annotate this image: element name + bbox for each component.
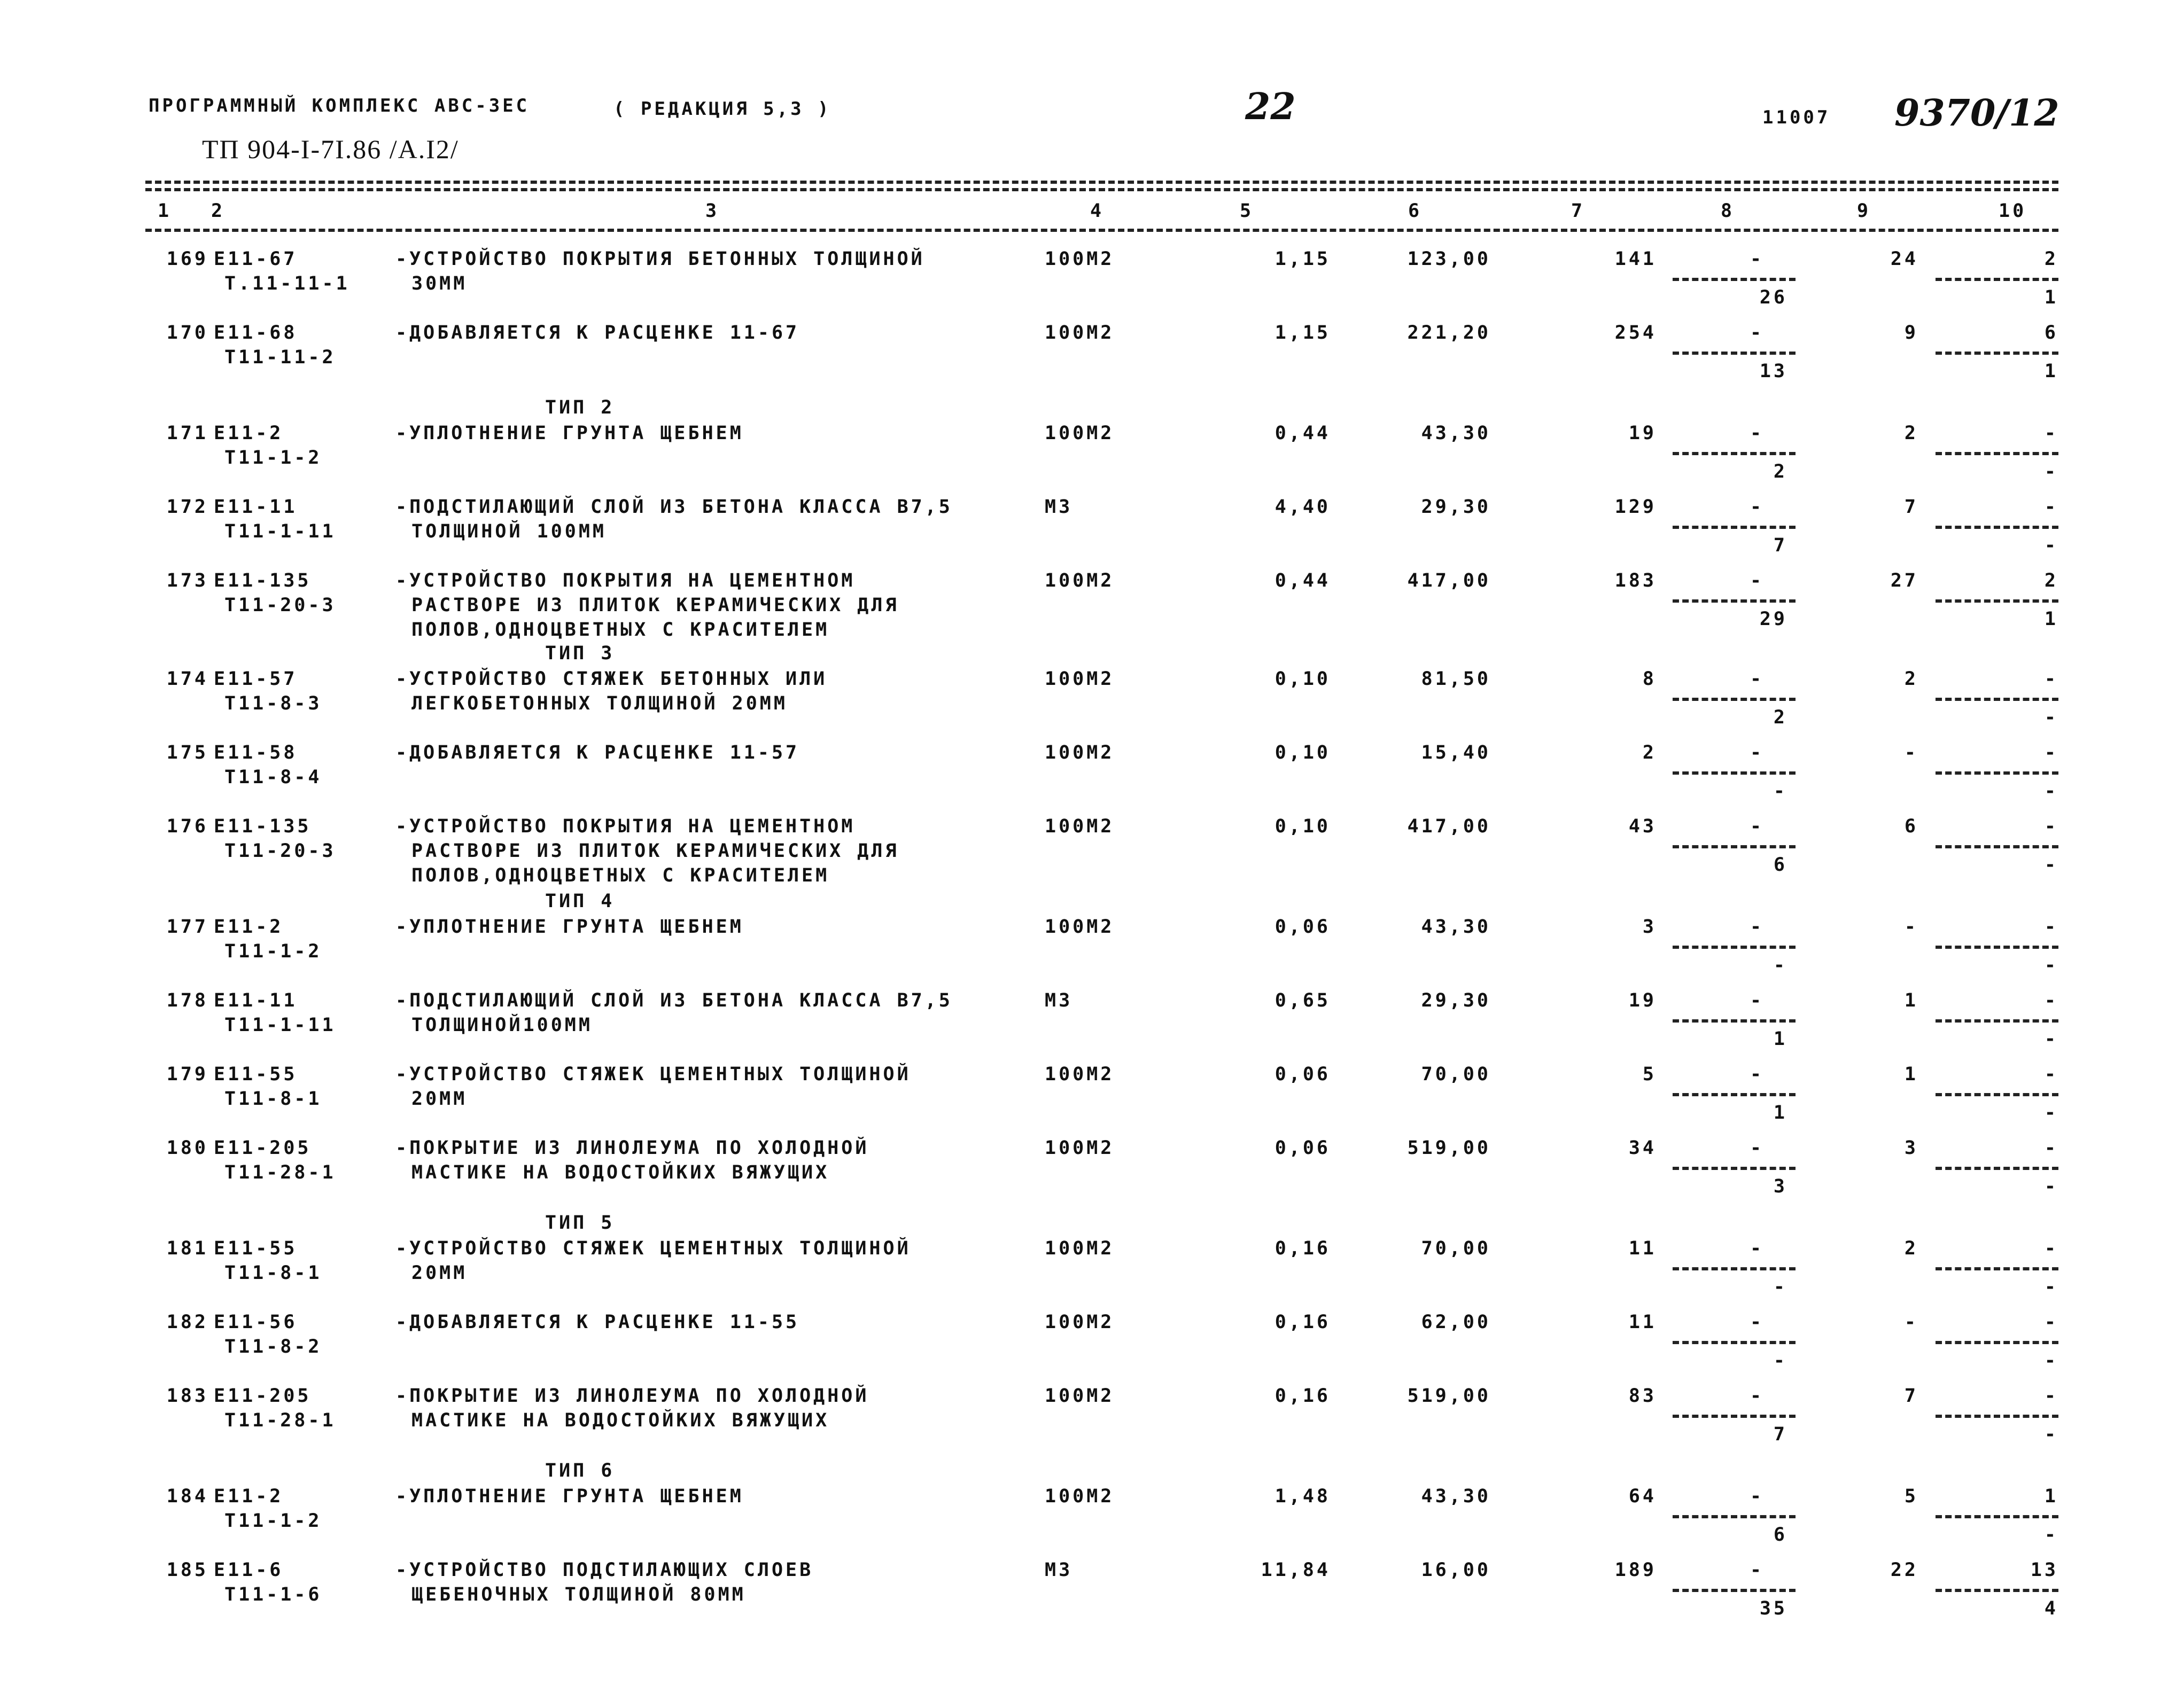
rate-subcode: Т11-8-3 (224, 693, 322, 714)
rate-subcode: Т11-1-11 (224, 521, 336, 542)
work-description-line: 30ММ (411, 273, 468, 294)
rate-subcode: Т11-8-1 (224, 1088, 322, 1110)
unit-price: 62,00 (1421, 1312, 1491, 1333)
unit-of-measure: 100М2 (1045, 1064, 1115, 1085)
work-description-line: -УСТРОЙСТВО ПОКРЫТИЯ БЕТОННЫХ ТОЛЩИНОЙ (395, 248, 925, 270)
row-number: 175 (166, 742, 208, 763)
total-cost: 141 (1614, 248, 1657, 270)
unit-of-measure: М3 (1045, 990, 1073, 1011)
section-type-label: ТИП 2 (545, 397, 615, 418)
column-10-divider (1936, 278, 2058, 281)
rate-subcode: Т11-1-11 (224, 1015, 336, 1036)
rate-code: Е11-11 (214, 496, 298, 518)
column-9-value: 9 (1904, 322, 1918, 344)
column-10-subvalue: - (2044, 707, 2058, 728)
unit-of-measure: М3 (1045, 1559, 1073, 1581)
total-cost: 183 (1614, 570, 1657, 591)
total-cost: 189 (1614, 1559, 1657, 1581)
work-description-line: -УСТРОЙСТВО ПОКРЫТИЯ НА ЦЕМЕНТНОМ (395, 816, 856, 837)
column-9-value: 2 (1904, 1238, 1918, 1259)
rate-code: Е11-205 (214, 1137, 312, 1159)
column-8-subvalue: 13 (1759, 361, 1787, 382)
column-8-divider (1673, 1415, 1796, 1418)
column-8-subvalue: 2 (1773, 461, 1787, 482)
column-8-value: - (1750, 1559, 1765, 1581)
column-8-subvalue: - (1773, 781, 1787, 802)
row-number: 170 (166, 322, 208, 344)
rate-subcode: Т11-1-2 (224, 941, 322, 962)
total-cost: 19 (1628, 423, 1657, 444)
column-header-4: 4 (1090, 200, 1105, 222)
column-10-divider (1936, 599, 2058, 603)
work-description-line: -УСТРОЙСТВО СТЯЖЕК ЦЕМЕНТНЫХ ТОЛЩИНОЙ (395, 1238, 911, 1259)
column-8-divider (1673, 278, 1796, 281)
section-type-label: ТИП 5 (545, 1212, 615, 1234)
column-10-divider (1936, 1341, 2058, 1344)
column-8-divider (1673, 1589, 1796, 1592)
unit-price: 15,40 (1421, 742, 1491, 763)
rate-subcode: Т11-1-2 (224, 1510, 322, 1532)
quantity: 0,06 (1274, 1064, 1331, 1085)
total-cost: 34 (1628, 1137, 1657, 1159)
work-description-line: 20ММ (411, 1088, 468, 1110)
column-8-divider (1673, 845, 1796, 848)
row-number: 169 (166, 248, 208, 270)
work-description-line: МАСТИКЕ НА ВОДОСТОЙКИХ ВЯЖУЩИХ (411, 1410, 830, 1431)
column-10-divider (1936, 771, 2058, 775)
column-10-value: - (2044, 1238, 2058, 1259)
quantity: 0,16 (1274, 1238, 1331, 1259)
total-cost: 19 (1628, 990, 1657, 1011)
quantity: 0,44 (1274, 423, 1331, 444)
work-description-line: -УСТРОЙСТВО СТЯЖЕК ЦЕМЕНТНЫХ ТОЛЩИНОЙ (395, 1064, 911, 1085)
column-8-subvalue: 6 (1773, 1524, 1787, 1546)
column-10-subvalue: 1 (2044, 361, 2058, 382)
column-10-value: - (2044, 1064, 2058, 1085)
column-8-subvalue: 35 (1759, 1598, 1787, 1619)
quantity: 1,48 (1274, 1486, 1331, 1507)
unit-of-measure: 100М2 (1045, 1312, 1115, 1333)
column-10-divider (1936, 1415, 2058, 1418)
rate-code: Е11-205 (214, 1385, 312, 1407)
column-8-value: - (1750, 496, 1765, 518)
column-8-divider (1673, 352, 1796, 355)
column-9-value: - (1904, 742, 1918, 763)
column-10-subvalue: 1 (2044, 287, 2058, 308)
column-8-value: - (1750, 916, 1765, 938)
column-8-subvalue: 29 (1759, 608, 1787, 630)
column-9-value: 5 (1904, 1486, 1918, 1507)
column-10-subvalue: - (2044, 1276, 2058, 1298)
unit-of-measure: 100М2 (1045, 916, 1115, 938)
quantity: 0,06 (1274, 916, 1331, 938)
quantity: 0,44 (1274, 570, 1331, 591)
row-number: 173 (166, 570, 208, 591)
column-9-value: 24 (1890, 248, 1918, 270)
column-8-divider (1673, 1019, 1796, 1023)
column-10-subvalue: - (2044, 1028, 2058, 1050)
unit-of-measure: М3 (1045, 496, 1073, 518)
unit-of-measure: 100М2 (1045, 570, 1115, 591)
unit-price: 43,30 (1421, 916, 1491, 938)
work-description-line: -ДОБАВЛЯЕТСЯ К РАСЦЕНКЕ 11-57 (395, 742, 800, 763)
column-10-subvalue: 1 (2044, 608, 2058, 630)
column-10-divider (1936, 526, 2058, 529)
column-8-value: - (1750, 1137, 1765, 1159)
column-10-divider (1936, 1515, 2058, 1518)
unit-price: 29,30 (1421, 990, 1491, 1011)
work-description-line: -УСТРОЙСТВО ПОКРЫТИЯ НА ЦЕМЕНТНОМ (395, 570, 856, 591)
column-header-6: 6 (1408, 200, 1423, 222)
column-header-7: 7 (1571, 200, 1585, 222)
column-9-value: 22 (1890, 1559, 1918, 1581)
column-9-value: 27 (1890, 570, 1918, 591)
quantity: 11,84 (1261, 1559, 1331, 1581)
column-10-divider (1936, 1167, 2058, 1170)
unit-price: 519,00 (1407, 1385, 1491, 1407)
edition-label: ( РЕДАКЦИЯ 5,3 ) (613, 98, 831, 120)
column-8-subvalue: 6 (1773, 854, 1787, 876)
row-number: 179 (166, 1064, 208, 1085)
column-8-value: - (1750, 322, 1765, 344)
column-10-subvalue: 4 (2044, 1598, 2058, 1619)
row-number: 185 (166, 1559, 208, 1581)
column-9-value: 2 (1904, 668, 1918, 690)
rate-subcode: Т11-28-1 (224, 1410, 336, 1431)
rate-subcode: Т11-1-2 (224, 447, 322, 469)
rate-subcode: Т11-1-6 (224, 1584, 322, 1605)
unit-of-measure: 100М2 (1045, 248, 1115, 270)
unit-price: 70,00 (1421, 1064, 1491, 1085)
rate-code: Е11-68 (214, 322, 298, 344)
row-number: 183 (166, 1385, 208, 1407)
column-10-value: 6 (2044, 322, 2058, 344)
column-8-value: - (1750, 990, 1765, 1011)
column-10-value: 2 (2044, 248, 2058, 270)
column-8-divider (1673, 1515, 1796, 1518)
column-8-value: - (1750, 1064, 1765, 1085)
unit-price: 43,30 (1421, 1486, 1491, 1507)
column-10-value: - (2044, 1385, 2058, 1407)
unit-price: 417,00 (1407, 570, 1491, 591)
row-number: 176 (166, 816, 208, 837)
column-8-divider (1673, 1093, 1796, 1096)
column-8-subvalue: - (1773, 1350, 1787, 1371)
work-description-line: МАСТИКЕ НА ВОДОСТОЙКИХ ВЯЖУЩИХ (411, 1162, 830, 1183)
column-8-subvalue: 1 (1773, 1102, 1787, 1123)
total-cost: 64 (1628, 1486, 1657, 1507)
column-10-subvalue: - (2044, 854, 2058, 876)
column-10-divider (1936, 845, 2058, 848)
unit-of-measure: 100М2 (1045, 423, 1115, 444)
total-cost: 11 (1628, 1238, 1657, 1259)
column-8-value: - (1750, 1312, 1765, 1333)
column-10-value: - (2044, 423, 2058, 444)
row-number: 184 (166, 1486, 208, 1507)
rate-subcode: Т.11-11-1 (224, 273, 350, 294)
rate-subcode: Т11-8-2 (224, 1336, 322, 1357)
column-10-value: - (2044, 496, 2058, 518)
quantity: 1,15 (1274, 248, 1331, 270)
rate-code: Е11-2 (214, 423, 284, 444)
column-10-value: - (2044, 742, 2058, 763)
column-8-subvalue: 7 (1773, 1424, 1787, 1445)
work-description-line: 20ММ (411, 1262, 468, 1284)
unit-price: 29,30 (1421, 496, 1491, 518)
column-header-1: 1 (158, 200, 172, 222)
quantity: 0,10 (1274, 742, 1331, 763)
column-8-divider (1673, 698, 1796, 701)
work-description-line: ПОЛОВ,ОДНОЦВЕТНЫХ С КРАСИТЕЛЕМ (411, 865, 830, 886)
header-rule-top-2 (145, 188, 2058, 191)
column-8-value: - (1750, 816, 1765, 837)
work-description-line: ЩЕБЕНОЧНЫХ ТОЛЩИНОЙ 80ММ (411, 1584, 746, 1605)
unit-of-measure: 100М2 (1045, 322, 1115, 344)
column-10-divider (1936, 1093, 2058, 1096)
unit-of-measure: 100М2 (1045, 1238, 1115, 1259)
column-9-value: 7 (1904, 496, 1918, 518)
row-number: 172 (166, 496, 208, 518)
row-number: 177 (166, 916, 208, 938)
column-10-subvalue: - (2044, 535, 2058, 556)
section-type-label: ТИП 6 (545, 1460, 615, 1481)
column-8-value: - (1750, 423, 1765, 444)
column-8-value: - (1750, 1238, 1765, 1259)
column-header-5: 5 (1240, 200, 1254, 222)
rate-subcode: Т11-28-1 (224, 1162, 336, 1183)
work-description-line: ТОЛЩИНОЙ 100ММ (411, 521, 607, 542)
unit-of-measure: 100М2 (1045, 1486, 1115, 1507)
quantity: 4,40 (1274, 496, 1331, 518)
total-cost: 8 (1642, 668, 1657, 690)
quantity: 0,06 (1274, 1137, 1331, 1159)
column-header-8: 8 (1721, 200, 1735, 222)
column-8-divider (1673, 1341, 1796, 1344)
header-rule-bottom (145, 229, 2058, 232)
column-10-subvalue: - (2044, 955, 2058, 976)
column-8-divider (1673, 946, 1796, 949)
work-description-line: -ПОДСТИЛАЮЩИЙ СЛОЙ ИЗ БЕТОНА КЛАССА В7,5 (395, 496, 953, 518)
work-description-line: ТОЛЩИНОЙ100ММ (411, 1015, 593, 1036)
column-header-9: 9 (1857, 200, 1871, 222)
column-10-divider (1936, 1019, 2058, 1023)
work-description-line: РАСТВОРЕ ИЗ ПЛИТОК КЕРАМИЧЕСКИХ ДЛЯ (411, 840, 899, 862)
rate-code: Е11-135 (214, 816, 312, 837)
column-8-subvalue: - (1773, 955, 1787, 976)
column-header-3: 3 (705, 200, 720, 222)
row-number: 178 (166, 990, 208, 1011)
unit-price: 81,50 (1421, 668, 1491, 690)
column-8-value: - (1750, 248, 1765, 270)
column-10-subvalue: - (2044, 1524, 2058, 1546)
unit-of-measure: 100М2 (1045, 1137, 1115, 1159)
work-description-line: ПОЛОВ,ОДНОЦВЕТНЫХ С КРАСИТЕЛЕМ (411, 619, 830, 641)
column-9-value: - (1904, 1312, 1918, 1333)
header-rule-top (145, 181, 2058, 184)
total-cost: 2 (1642, 742, 1657, 763)
column-10-subvalue: - (2044, 1350, 2058, 1371)
column-8-divider (1673, 771, 1796, 775)
unit-of-measure: 100М2 (1045, 1385, 1115, 1407)
column-8-subvalue: 26 (1759, 287, 1787, 308)
quantity: 0,16 (1274, 1385, 1331, 1407)
rate-subcode: Т11-8-4 (224, 767, 322, 788)
column-8-subvalue: 1 (1773, 1028, 1787, 1050)
column-8-divider (1673, 526, 1796, 529)
work-description-line: -ДОБАВЛЯЕТСЯ К РАСЦЕНКЕ 11-67 (395, 322, 800, 344)
column-8-divider (1673, 452, 1796, 455)
column-8-value: - (1750, 668, 1765, 690)
column-10-divider (1936, 946, 2058, 949)
column-10-divider (1936, 1267, 2058, 1270)
column-10-value: - (2044, 990, 2058, 1011)
page-number: 22 (1245, 85, 1296, 128)
rate-code: Е11-135 (214, 570, 312, 591)
quantity: 0,16 (1274, 1312, 1331, 1333)
column-8-value: - (1750, 1385, 1765, 1407)
rate-code: Е11-6 (214, 1559, 284, 1581)
total-cost: 83 (1628, 1385, 1657, 1407)
column-8-divider (1673, 1267, 1796, 1270)
column-8-subvalue: 2 (1773, 707, 1787, 728)
column-10-value: 1 (2044, 1486, 2058, 1507)
total-cost: 254 (1614, 322, 1657, 344)
work-description-line: -УСТРОЙСТВО СТЯЖЕК БЕТОННЫХ ИЛИ (395, 668, 828, 690)
rate-code: Е11-58 (214, 742, 298, 763)
column-10-subvalue: - (2044, 1176, 2058, 1197)
program-title: ПРОГРАММНЫЙ КОМПЛЕКС АВС-ЗЕС (149, 95, 530, 116)
column-10-subvalue: - (2044, 781, 2058, 802)
rate-subcode: Т11-8-1 (224, 1262, 322, 1284)
column-8-subvalue: 3 (1773, 1176, 1787, 1197)
column-9-value: 3 (1904, 1137, 1918, 1159)
unit-price: 16,00 (1421, 1559, 1491, 1581)
unit-of-measure: 100М2 (1045, 668, 1115, 690)
work-description-line: -ПОДСТИЛАЮЩИЙ СЛОЙ ИЗ БЕТОНА КЛАССА В7,5 (395, 990, 953, 1011)
row-number: 181 (166, 1238, 208, 1259)
column-8-value: - (1750, 742, 1765, 763)
doc-number: 9370/12 (1894, 92, 2059, 135)
quantity: 0,65 (1274, 990, 1331, 1011)
rate-subcode: Т11-20-3 (224, 840, 336, 862)
column-10-value: - (2044, 1312, 2058, 1333)
unit-of-measure: 100М2 (1045, 816, 1115, 837)
column-8-subvalue: 7 (1773, 535, 1787, 556)
section-type-label: ТИП 3 (545, 643, 615, 664)
quantity: 0,10 (1274, 816, 1331, 837)
code-label: 11007 (1762, 107, 1831, 128)
rate-subcode: Т11-20-3 (224, 595, 336, 616)
total-cost: 11 (1628, 1312, 1657, 1333)
work-description-line: РАСТВОРЕ ИЗ ПЛИТОК КЕРАМИЧЕСКИХ ДЛЯ (411, 595, 899, 616)
column-10-subvalue: - (2044, 1424, 2058, 1445)
total-cost: 43 (1628, 816, 1657, 837)
work-description-line: -ПОКРЫТИЕ ИЗ ЛИНОЛЕУМА ПО ХОЛОДНОЙ (395, 1385, 869, 1407)
rate-subcode: Т11-11-2 (224, 347, 336, 368)
column-9-value: 2 (1904, 423, 1918, 444)
total-cost: 5 (1642, 1064, 1657, 1085)
column-10-value: 2 (2044, 570, 2058, 591)
column-9-value: - (1904, 916, 1918, 938)
column-10-subvalue: - (2044, 461, 2058, 482)
column-10-subvalue: - (2044, 1102, 2058, 1123)
total-cost: 129 (1614, 496, 1657, 518)
rate-code: Е11-2 (214, 1486, 284, 1507)
column-8-value: - (1750, 1486, 1765, 1507)
rate-code: Е11-57 (214, 668, 298, 690)
column-10-value: - (2044, 916, 2058, 938)
column-10-value: - (2044, 668, 2058, 690)
column-9-value: 6 (1904, 816, 1918, 837)
total-cost: 3 (1642, 916, 1657, 938)
column-9-value: 7 (1904, 1385, 1918, 1407)
column-8-value: - (1750, 570, 1765, 591)
unit-price: 123,00 (1407, 248, 1491, 270)
column-10-divider (1936, 1589, 2058, 1592)
rate-code: Е11-55 (214, 1064, 298, 1085)
work-description-line: -УПЛОТНЕНИЕ ГРУНТА ЩЕБНЕМ (395, 1486, 744, 1507)
column-10-value: - (2044, 816, 2058, 837)
column-8-subvalue: - (1773, 1276, 1787, 1298)
rate-code: Е11-2 (214, 916, 284, 938)
project-reference: ТП 904-I-7I.86 /А.I2/ (202, 134, 459, 164)
unit-price: 70,00 (1421, 1238, 1491, 1259)
column-10-value: - (2044, 1137, 2058, 1159)
column-10-divider (1936, 698, 2058, 701)
rate-code: Е11-56 (214, 1312, 298, 1333)
unit-of-measure: 100М2 (1045, 742, 1115, 763)
column-8-divider (1673, 599, 1796, 603)
quantity: 1,15 (1274, 322, 1331, 344)
work-description-line: -ДОБАВЛЯЕТСЯ К РАСЦЕНКЕ 11-55 (395, 1312, 800, 1333)
row-number: 174 (166, 668, 208, 690)
rate-code: Е11-55 (214, 1238, 298, 1259)
column-9-value: 1 (1904, 990, 1918, 1011)
column-header-10: 10 (1999, 200, 2027, 222)
column-10-divider (1936, 452, 2058, 455)
column-10-divider (1936, 352, 2058, 355)
work-description-line: ЛЕГКОБЕТОННЫХ ТОЛЩИНОЙ 20ММ (411, 693, 788, 714)
unit-price: 519,00 (1407, 1137, 1491, 1159)
row-number: 171 (166, 423, 208, 444)
unit-price: 43,30 (1421, 423, 1491, 444)
work-description-line: -УПЛОТНЕНИЕ ГРУНТА ЩЕБНЕМ (395, 423, 744, 444)
column-8-divider (1673, 1167, 1796, 1170)
quantity: 0,10 (1274, 668, 1331, 690)
work-description-line: -ПОКРЫТИЕ ИЗ ЛИНОЛЕУМА ПО ХОЛОДНОЙ (395, 1137, 869, 1159)
column-10-value: 13 (2030, 1559, 2058, 1581)
rate-code: Е11-11 (214, 990, 298, 1011)
unit-price: 221,20 (1407, 322, 1491, 344)
unit-price: 417,00 (1407, 816, 1491, 837)
row-number: 182 (166, 1312, 208, 1333)
column-9-value: 1 (1904, 1064, 1918, 1085)
section-type-label: ТИП 4 (545, 891, 615, 912)
work-description-line: -УПЛОТНЕНИЕ ГРУНТА ЩЕБНЕМ (395, 916, 744, 938)
work-description-line: -УСТРОЙСТВО ПОДСТИЛАЮЩИХ СЛОЕВ (395, 1559, 814, 1581)
row-number: 180 (166, 1137, 208, 1159)
column-header-2: 2 (211, 200, 226, 222)
rate-code: Е11-67 (214, 248, 298, 270)
